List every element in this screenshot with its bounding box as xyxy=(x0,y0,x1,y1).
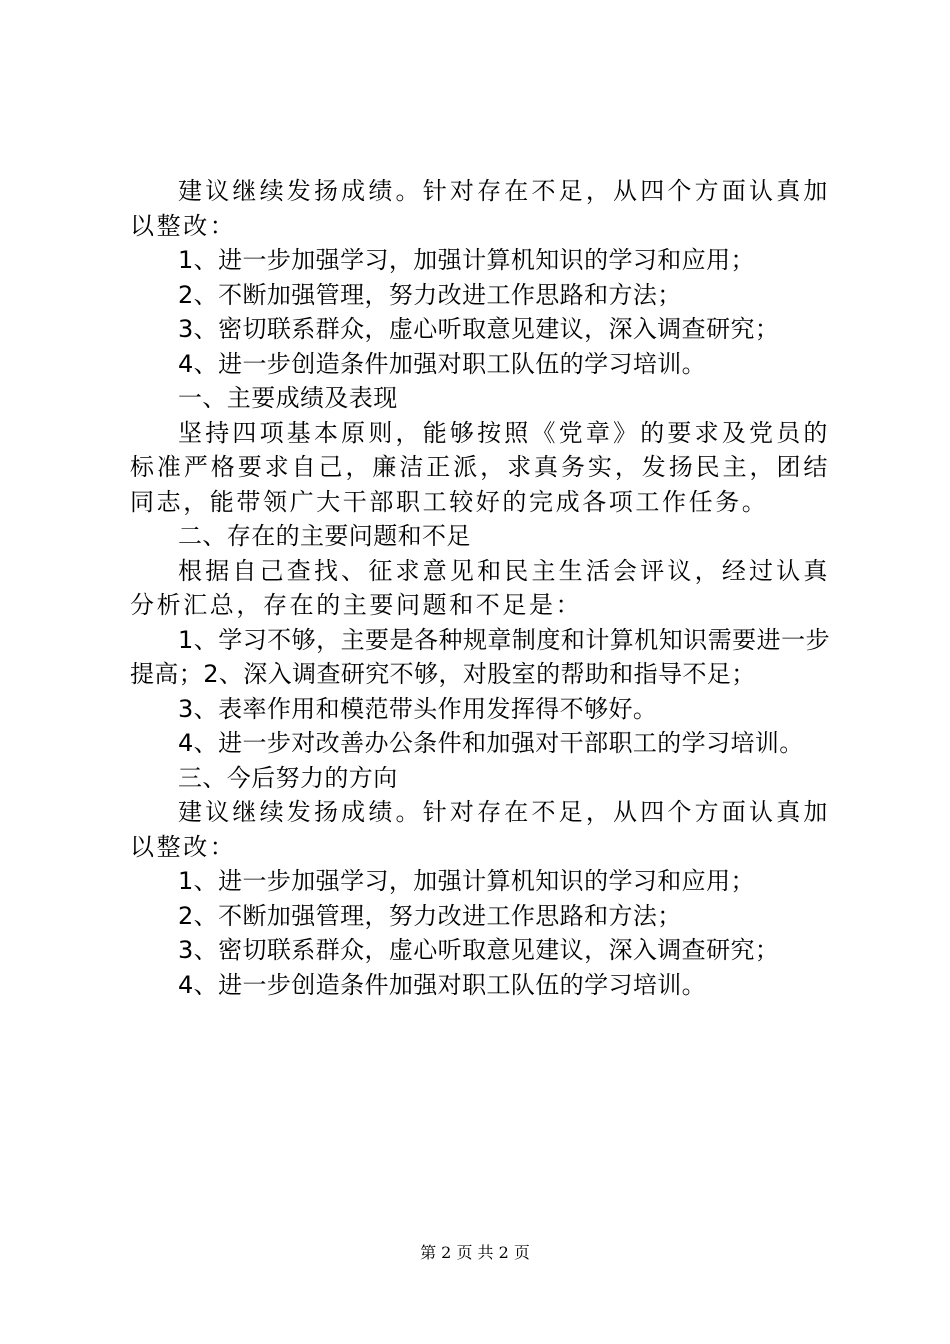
paragraph-problems-intro: 根据自己查找、征求意见和民主生活会评议，经过认真分析汇总，存在的主要问题和不足是： xyxy=(130,556,830,619)
direction-item-1: 1、进一步加强学习，加强计算机知识的学习和应用； xyxy=(178,867,755,895)
paragraph-direction-intro: 建议继续发扬成绩。针对存在不足，从四个方面认真加以整改： xyxy=(130,798,830,861)
list-item-2: 2、不断加强管理，努力改进工作思路和方法； xyxy=(178,280,682,309)
page-number-footer: 第 2 页 共 2 页 xyxy=(420,1243,530,1262)
paragraph-achievements: 坚持四项基本原则，能够按照《党章》的要求及党员的标准严格要求自己，廉洁正派，求真务实，发扬民主，团结同志，能带领广大干部职工较好的完成各项工作任务。 xyxy=(130,418,830,516)
problem-item-4: 4、进一步对改善办公条件和加强对干部职工的学习培训。 xyxy=(178,729,804,757)
direction-item-3: 3、密切联系群众，虚心听取意见建议，深入调查研究； xyxy=(178,936,780,964)
section-heading-3: 三、今后努力的方向 xyxy=(178,763,398,792)
list-item-1: 1、进一步加强学习，加强计算机知识的学习和应用； xyxy=(178,246,755,274)
document-body xyxy=(130,174,830,1002)
direction-item-2: 2、不断加强管理，努力改进工作思路和方法； xyxy=(178,901,682,930)
list-item-3: 3、密切联系群众，虚心听取意见建议，深入调查研究； xyxy=(178,315,780,343)
section-heading-1: 一、主要成绩及表现 xyxy=(178,384,398,412)
list-item-4: 4、进一步创造条件加强对职工队伍的学习培训。 xyxy=(178,349,707,378)
problem-item-1: 1、学习不够，主要是各种规章制度和计算机知识需要进一步提高；2、深入调查研究不够，对股室的帮助和指导不足； xyxy=(130,625,830,688)
problem-item-3: 3、表率作用和模范带头作用发挥得不够好。 xyxy=(178,694,658,723)
section-heading-2: 二、存在的主要问题和不足 xyxy=(178,522,471,550)
paragraph-intro: 建议继续发扬成绩。针对存在不足，从四个方面认真加以整改： xyxy=(130,177,830,240)
direction-item-4: 4、进一步创造条件加强对职工队伍的学习培训。 xyxy=(178,970,707,999)
